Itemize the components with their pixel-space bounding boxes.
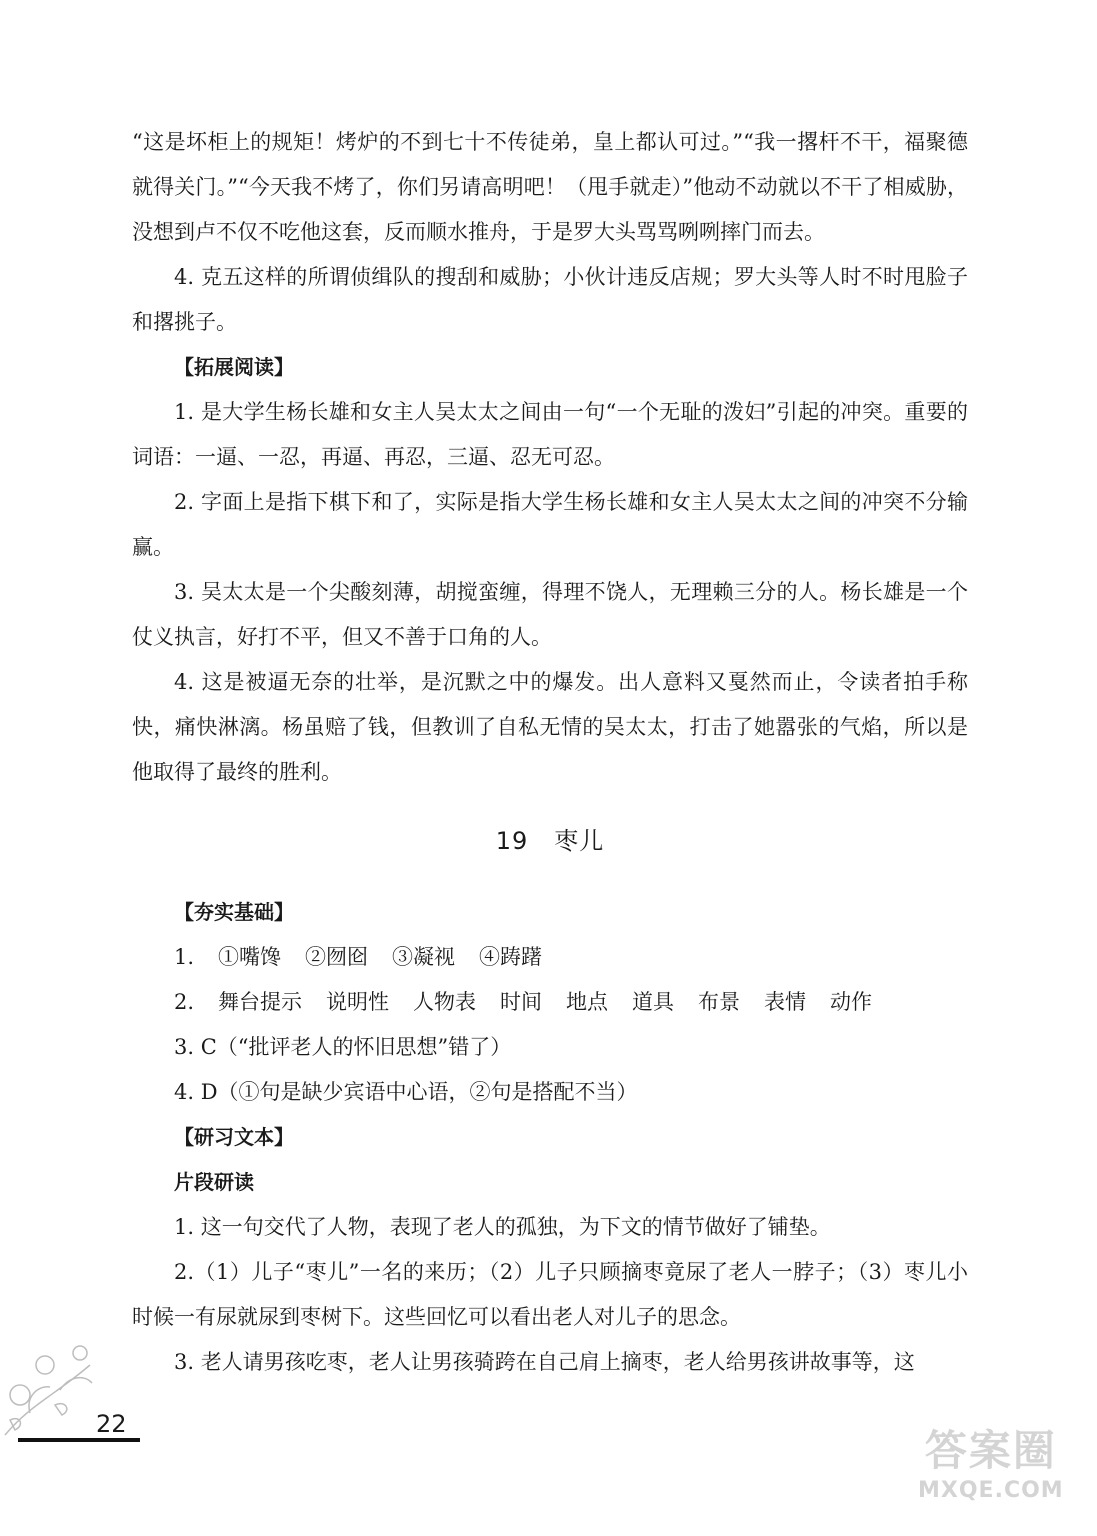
study-text-subheading: 片段研读 — [174, 1170, 254, 1194]
q2-item: 地点 — [566, 990, 609, 1014]
study-text-item-1: 1. 这一句交代了人物，表现了老人的孤独，为下文的情节做好了铺垫。 — [174, 1215, 831, 1239]
chapter-number: 19 — [495, 827, 529, 855]
q1-item: ③凝视 — [392, 945, 456, 969]
continued-answer-4: 4. 克五这样的所谓侦缉队的搜刮和威胁；小伙计违反店规；罗大头等人时不时甩脸子和撂挑子。 — [132, 265, 968, 334]
foundation-q2 — [132, 980, 968, 1025]
footer-rule — [18, 1438, 140, 1442]
chapter-name: 枣儿 — [554, 827, 605, 855]
floral-decoration-icon — [0, 1325, 170, 1445]
q2-item: 时间 — [500, 990, 543, 1014]
q2-item: 表情 — [764, 990, 807, 1014]
q2-item: 道具 — [632, 990, 675, 1014]
q1-item: ①嘴馋 — [218, 945, 282, 969]
q2-prefix: 2. — [174, 990, 195, 1014]
page-content — [132, 120, 968, 1385]
study-text-item-3: 3. 老人请男孩吃枣，老人让男孩骑跨在自己肩上摘枣，老人给男孩讲故事等，这 — [174, 1350, 915, 1374]
foundation-q3: 3. C（“批评老人的怀旧思想”错了） — [174, 1035, 512, 1059]
watermark-url: MXQE.COM — [918, 1478, 1064, 1503]
foundation-q4: 4. D（①句是缺少宾语中心语，②句是搭配不当） — [174, 1080, 638, 1104]
q1-prefix: 1. — [174, 945, 195, 969]
extended-reading-item-2: 2. 字面上是指下棋下和了，实际是指大学生杨长雄和女主人吴太太之间的冲突不分输赢。 — [132, 490, 968, 559]
page-number: 22 — [96, 1410, 127, 1438]
watermark — [918, 1418, 1064, 1503]
foundation-heading: 【夯实基础】 — [174, 900, 294, 924]
q2-item: 动作 — [830, 990, 873, 1014]
extended-reading-item-4: 4. 这是被逼无奈的壮举，是沉默之中的爆发。出人意料又戛然而止，令读者拍手称快，痛快淋漓。杨虽赔了钱，但教训了自私无情的吴太太，打击了她嚣张的气焰，所以是他取得了最终的胜利。 — [132, 670, 968, 784]
watermark-logo-text: 答案圈 — [924, 1426, 1057, 1475]
study-text-item-2: 2.（1）儿子“枣儿”一名的来历；（2）儿子只顾摘枣竟尿了老人一脖子；（3）枣儿小时候一有尿就尿到枣树下。这些回忆可以看出老人对儿子的思念。 — [132, 1260, 968, 1329]
q1-item: ④踌躇 — [479, 945, 543, 969]
study-text-heading: 【研习文本】 — [174, 1125, 294, 1149]
extended-reading-item-1: 1. 是大学生杨长雄和女主人吴太太之间由一句“一个无耻的泼妇”引起的冲突。重要的词语：一逼、一忍，再逼、再忍，三逼、忍无可忍。 — [132, 400, 968, 469]
q2-item: 人物表 — [413, 990, 477, 1014]
q2-item: 布景 — [698, 990, 741, 1014]
foundation-q1 — [132, 935, 968, 980]
q2-item: 舞台提示 — [218, 990, 303, 1014]
extended-reading-item-3: 3. 吴太太是一个尖酸刻薄，胡搅蛮缠，得理不饶人，无理赖三分的人。杨长雄是一个仗义执言，好打不平，但又不善于口角的人。 — [132, 580, 968, 649]
q2-item: 说明性 — [326, 990, 390, 1014]
chapter-title — [132, 819, 968, 864]
extended-reading-heading: 【拓展阅读】 — [174, 355, 294, 379]
q1-item: ②囫囵 — [305, 945, 369, 969]
continued-paragraph: “这是坏柜上的规矩！烤炉的不到七十不传徒弟，皇上都认可过。”“我一撂杆不干，福聚德就得关门。”“今天我不烤了，你们另请高明吧！（甩手就走）”他动不动就以不干了相威胁，没想到卢不仅不吃他这套，反而顺水推舟，于是罗大头骂骂咧咧摔门而去。 — [132, 130, 968, 244]
